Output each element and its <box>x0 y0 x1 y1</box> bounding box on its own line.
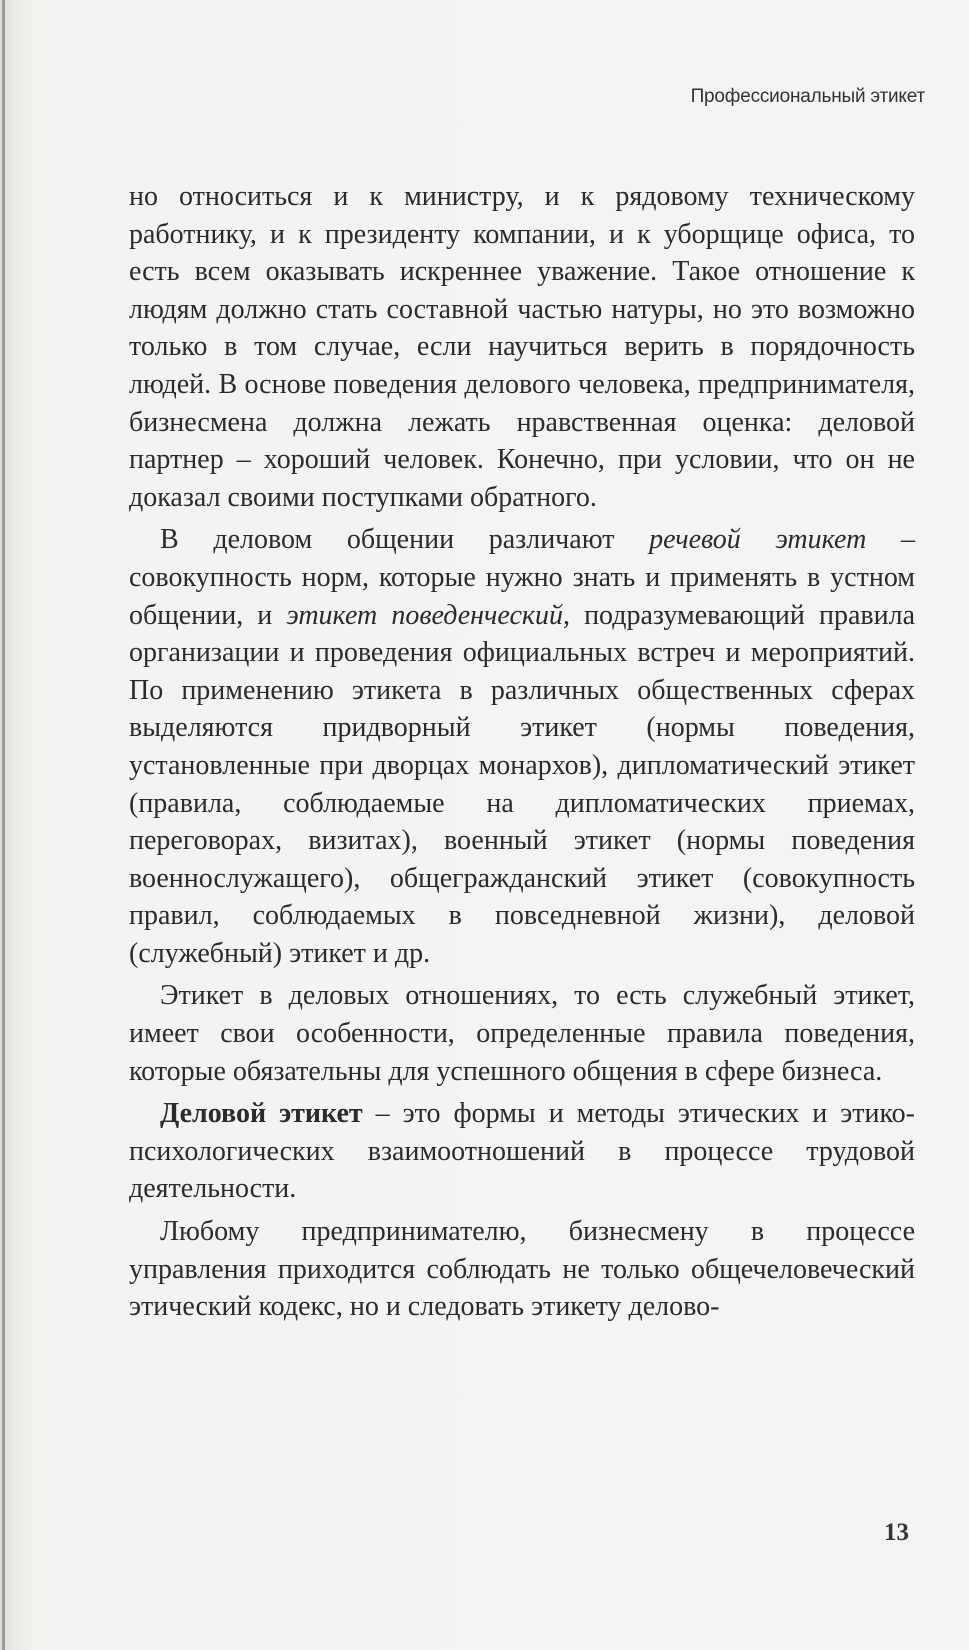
paragraph-entrepreneur: Любому предпринимателю, бизнесмену в процессе управления приходится соблюдать не только общечеловеческий этический кодекс, но и следовать этикету делово- <box>129 1216 915 1323</box>
running-header: Профессиональный этикет <box>690 86 925 107</box>
text-run: – совокупность норм, которые нужно знать и применять в устном общении, и <box>129 524 916 631</box>
text-run: – это формы и методы этических и этико-психологических взаимоотношений в процессе трудовой деятельности. <box>129 1098 915 1205</box>
paragraph-speech-etiquette <box>129 521 915 972</box>
bold-term-business-etiquette: Деловой этикет <box>160 1098 363 1130</box>
page-body <box>129 178 915 1326</box>
page-number: 13 <box>884 1519 909 1546</box>
paragraph-service-etiquette: Этикет в деловых отношениях, то есть служебный этикет, имеет свои особенности, определенные правила поведения, которые обязательны для успешного общения в сфере бизнеса. <box>129 980 915 1087</box>
italic-term-speech-etiquette: речевой этикет <box>649 524 867 556</box>
italic-term-behavior-etiquette: этикет поведенческий <box>286 599 563 631</box>
text-run: , подразумевающий правила организации и проведения официальных встреч и мероприятий. По применению этикета в различных общественных сферах выделяются придворный этикет (нормы поведения, установленные при дворцах монархов), дипломатический этикет (правила, соблюдаемые на дипломатических приемах, переговорах, визитах), военный этикет (нормы поведения военнослужащего), общегражданский этикет (совокупность правил, соблюдаемых в повседневной жизни), деловой (служебный) этикет и др. <box>129 599 916 969</box>
paragraph-business-etiquette-definition <box>129 1095 915 1208</box>
binding-edge <box>2 0 5 1650</box>
text-run: В деловом общении различают <box>160 524 650 556</box>
paragraph-continuation: но относиться и к министру, и к рядовому техническому работнику, и к президенту компании, и к уборщице офиса, то есть всем оказывать искреннее уважение. Такое отношение к людям должно стать составной частью натуры, но это возможно только в том случае, если научиться верить в порядочность людей. В основе поведения делового человека, предпринимателя, бизнесмена должна лежать нравственная оценка: деловой партнер – хороший человек. Конечно, при условии, что он не доказал своими поступками обратного. <box>129 181 915 513</box>
